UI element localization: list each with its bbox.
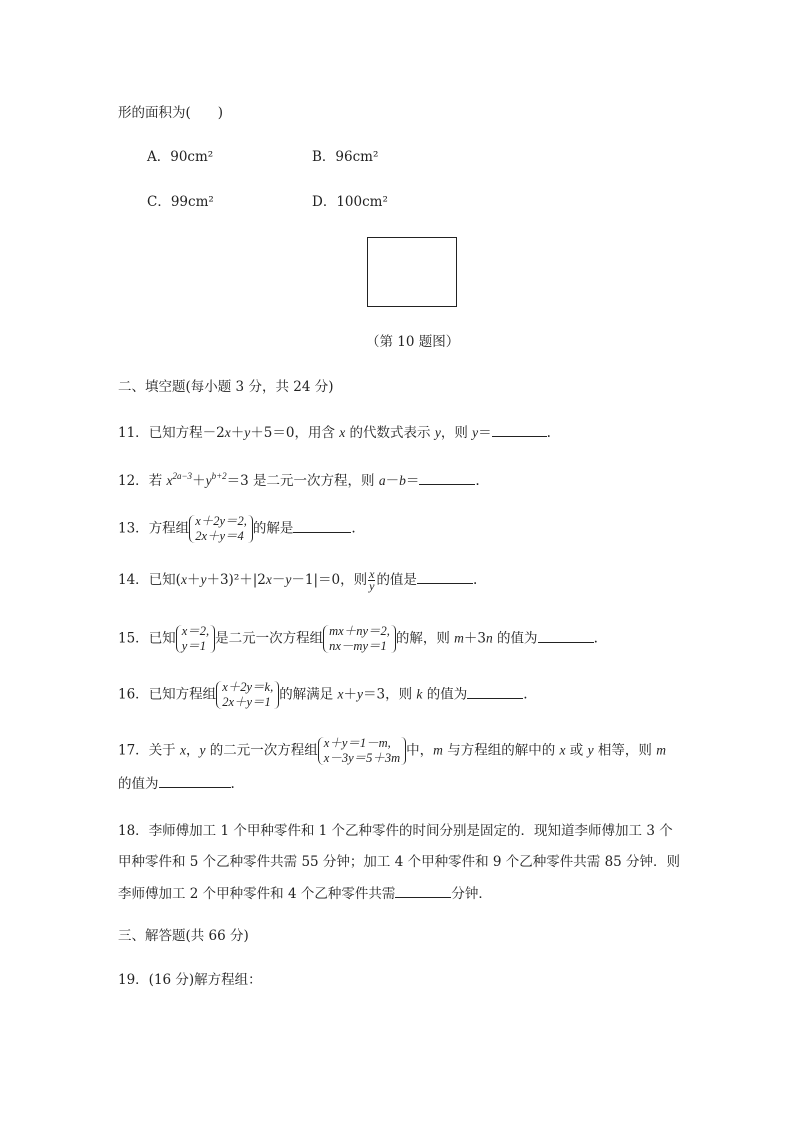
choice-a: A．90cm² bbox=[147, 149, 214, 165]
question-16: 16．已知方程组 x＋2y＝k, 2x＋y＝1 的解满足 x＋y＝3，则 k 的值为 . bbox=[118, 680, 528, 709]
question-19: 19．(16 分)解方程组： bbox=[118, 972, 262, 988]
section-2-title: 二、填空题(每小题 3 分，共 24 分) bbox=[118, 379, 334, 395]
question-12: 12．若 $x^{2a-3}+y^{b+2}=3$ 是二元一次方程，则 a－b＝ . bbox=[118, 471, 480, 489]
answer-blank bbox=[293, 519, 351, 533]
figure-caption: （第 10 题图） bbox=[366, 334, 460, 350]
choice-c: C．99cm² bbox=[147, 194, 214, 210]
answer-blank bbox=[538, 629, 594, 643]
equation-system: mx＋ny＝2, nx－my＝1 bbox=[323, 624, 396, 654]
answer-blank bbox=[159, 774, 231, 788]
figure-square bbox=[367, 237, 457, 307]
question-11: 11．已知方程－2x＋y＋5＝0，用含 x 的代数式表示 y，则 y＝ . bbox=[118, 425, 551, 441]
answer-blank bbox=[492, 423, 547, 437]
question-18-line-3: 李师傅加工 2 个甲种零件和 4 个乙种零件共需 分钟． bbox=[118, 886, 492, 902]
equation-system: x＋2y＝2, 2x＋y＝4 bbox=[189, 514, 253, 544]
choice-b: B．96cm² bbox=[312, 149, 379, 165]
question-18-line-1: 18．李师傅加工 1 个甲种零件和 1 个乙种零件的时间分别是固定的．现知道李师傅加工 3 个 bbox=[118, 823, 673, 839]
answer-blank bbox=[419, 471, 475, 485]
question-18-line-2: 甲种零件和 5 个乙种零件共需 55 分钟；加工 4 个甲种零件和 9 个乙种零件共需 85 分钟．则 bbox=[118, 854, 681, 870]
fraction-x-over-y: $\frac{x}{y}$ bbox=[369, 567, 375, 593]
question-17: 17．关于 x，y 的二元一次方程组 x＋y＝1－m, x－3y＝5＋3m 中，m 与方程组的解中的 x 或 y 相等，则 m bbox=[118, 736, 666, 765]
answer-blank bbox=[467, 685, 523, 699]
solution-system: x＝2, y＝1 bbox=[176, 624, 215, 654]
section-3-title: 三、解答题(共 66 分) bbox=[118, 928, 249, 944]
equation-system: x＋2y＝k, 2x＋y＝1 bbox=[216, 680, 279, 710]
equation-system: x＋y＝1－m, x－3y＝5＋3m bbox=[318, 736, 406, 766]
question-15: 15．已知 x＝2, y＝1 是二元一次方程组 mx＋ny＝2, nx－my＝1 的解，则 m＋3n 的值为 . bbox=[118, 624, 598, 653]
choice-d: D．100cm² bbox=[312, 194, 388, 210]
answer-blank bbox=[417, 570, 473, 584]
question-13: 13．方程组 x＋2y＝2, 2x＋y＝4 的解是 . bbox=[118, 514, 356, 543]
question-14: 14．已知(x＋y＋3)²＋|2x－y－1|＝0，则 $\frac{x}{y}$ 的值是 . bbox=[118, 567, 478, 593]
question-10-stem-end: 形的面积为( ) bbox=[118, 105, 224, 121]
answer-blank bbox=[395, 884, 451, 898]
question-17-line-2: 的值为 . bbox=[118, 776, 235, 792]
